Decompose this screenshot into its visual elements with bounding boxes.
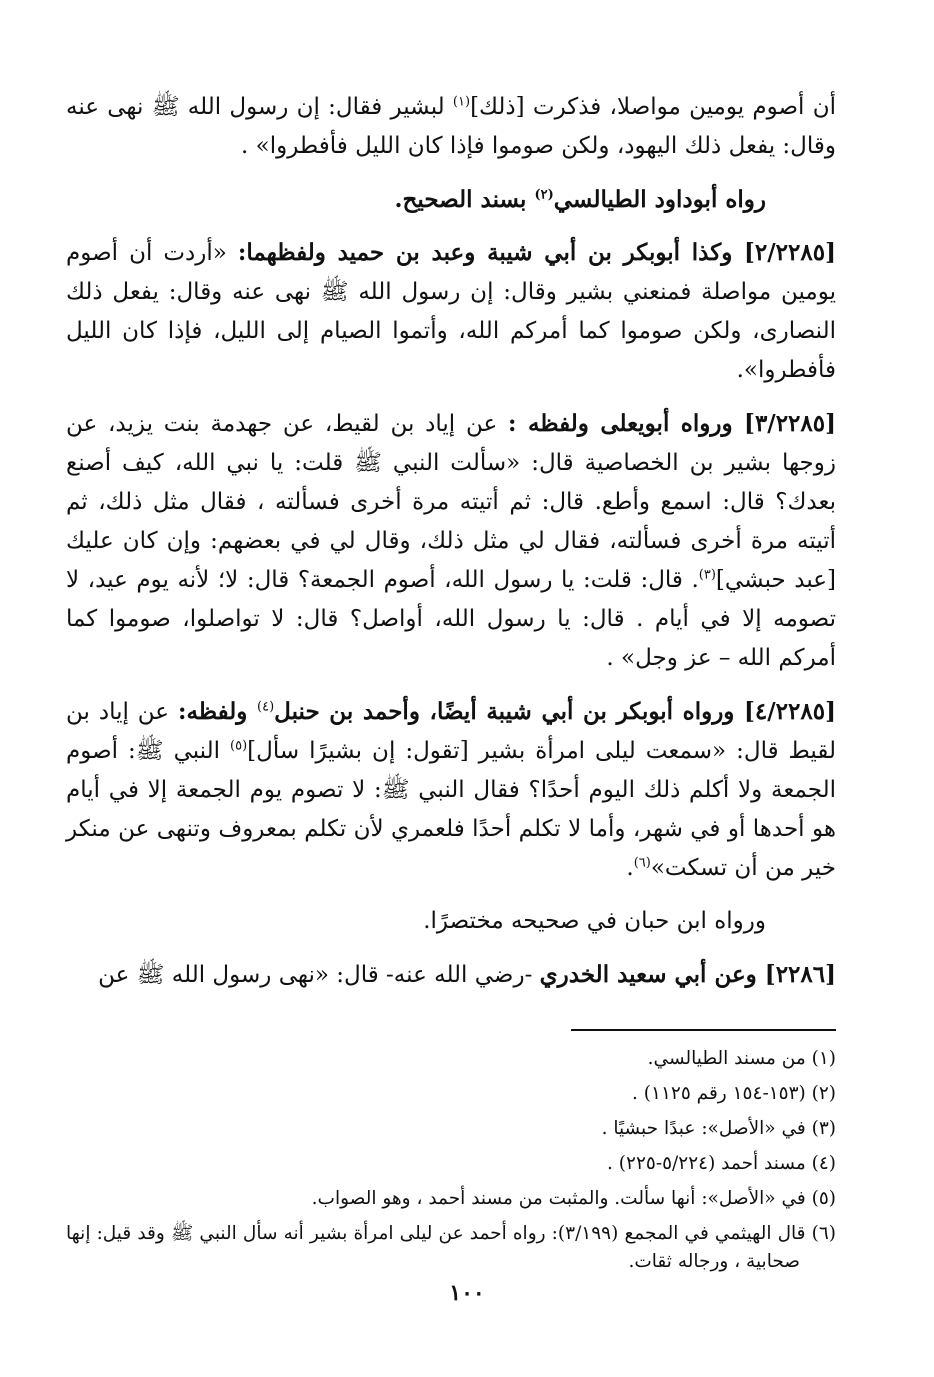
- footnote-4: (٤) مسند أحمد (٥/٢٢٤-٢٢٥) .: [607, 1153, 836, 1174]
- footnote-3: (٣) في «الأصل»: عبدًا حبشيًا .: [601, 1118, 836, 1139]
- footnote-2: (٢) (١٥٣-١٥٤ رقم ١١٢٥) .: [632, 1083, 836, 1104]
- page-number: ١٠٠: [449, 1280, 485, 1306]
- hadith-number-2285-2: [٢/٢٢٨٥] وكذا أبوبكر بن أبي شيبة وعبد بن حميد ولفظهما:: [237, 239, 836, 266]
- paragraph-7: [٢٢٨٦] وعن أبي سعيد الخدري -رضي الله عنه- قال: «نهى رسول الله ﷺ عن: [98, 961, 836, 988]
- hadith-number-2285-3: [٣/٢٢٨٥] ورواه أبويعلى ولفظه :: [507, 410, 836, 437]
- footnote-ref-5[interactable]: (٥): [230, 738, 248, 754]
- footnote-ref-4[interactable]: (٤): [257, 699, 275, 715]
- footnote-6: (٦) قال الهيثمي في المجمع (٣/١٩٩): رواه أحمد عن ليلى امرأة بشير أنه سأل النبي ﷺ وقد قيل: إنها صحابية ، ورجاله ثقات.: [66, 1223, 837, 1272]
- paragraph-4: [٣/٢٢٨٥] ورواه أبويعلى ولفظه : عن إياد بن لقيط، عن جهدمة بنت يزيد، عن زوجها بشير بن الخصاصية قال: «سألت النبي ﷺ قلت: يا نبي الله، كيف أصنع بعدك؟ قال: اسمع وأطع. قال: ثم أتيته مرة أخرى فسألته ، فقال مثل ذلك، ثم أتيته مرة أخرى فسألته، فقال لي مثل ذلك، وقال لي في بعضهم: وإن كان عليك [عبد حبشي]$^{(٣)}$. قال: قلت: يا رسول الله، أصوم الجمعة؟ قال: لا؛ لأنه يوم عيد، لا تصومه إلا في أيام . قال: يا رسول الله، أواصل؟ قال: لا تواصلوا، صوموا كما أمركم الله – عز وجل» .: [66, 410, 837, 671]
- footnotes: [66, 1045, 836, 1276]
- footnote-ref-6[interactable]: (٦): [633, 855, 651, 871]
- paragraph-3: [٢/٢٢٨٥] وكذا أبوبكر بن أبي شيبة وعبد بن حميد ولفظهما: «أردت أن أصوم يومين مواصلة فمنعني بشير وقال: إن رسول الله ﷺ نهى عنه وقال: يفعل ذلك النصارى، ولكن صوموا كما أمركم الله، وأتموا الصيام إلى الليل، فإذا كان الليل فأفطروا».: [66, 239, 836, 383]
- footnote-5: (٥) في «الأصل»: أنها سألت. والمثبت من مسند أحمد ، وهو الصواب.: [311, 1188, 836, 1209]
- paragraph-6: ورواه ابن حبان في صحيحه مختصرًا.: [423, 908, 766, 934]
- hadith-number-2286: [٢٢٨٦] وعن أبي سعيد الخدري: [539, 961, 836, 988]
- footnote-1: (١) من مسند الطيالسي.: [647, 1048, 836, 1069]
- paragraph-5: [٤/٢٢٨٥] ورواه أبوبكر بن أبي شيبة أيضًا، وأحمد بن حنبل$^{(٤)}$ ولفظه: عن إياد بن لقيط قال: «سمعت ليلى امرأة بشير [تقول: إن بشيرًا سأل]$^{(٥)}$ النبي ﷺ: أصوم الجمعة ولا أكلم ذلك اليوم أحدًا؟ فقال النبي ﷺ: لا تصوم يوم الجمعة إلا في أيام هو أحدها أو في شهر، وأما لا تكلم أحدًا فلعمري لأن تكلم بمعروف وتنهى عن منكر خير من أن تسكت»$^{(٦)}$.: [66, 698, 836, 881]
- footnote-divider: [571, 1029, 836, 1031]
- footnote-ref-2[interactable]: (٢): [534, 187, 554, 203]
- paragraph-2: رواه أبوداود الطيالسي$^{(٢)}$ بسند الصحيح.: [394, 186, 766, 213]
- hadith-number-2285-4: [٤/٢٢٨٥] ورواه أبوبكر بن أبي شيبة أيضًا، وأحمد بن حنبل: [274, 698, 836, 725]
- paragraph-1: أن أصوم يومين مواصلا، فذكرت [ذلك]$^{(١)}$ لبشير فقال: إن رسول الله ﷺ نهى عنه وقال: يفعل ذلك اليهود، ولكن صوموا فإذا كان الليل فأفطروا» .: [66, 94, 837, 159]
- footnote-ref-1[interactable]: (١): [452, 94, 471, 110]
- footnote-ref-3[interactable]: (٣): [698, 567, 716, 583]
